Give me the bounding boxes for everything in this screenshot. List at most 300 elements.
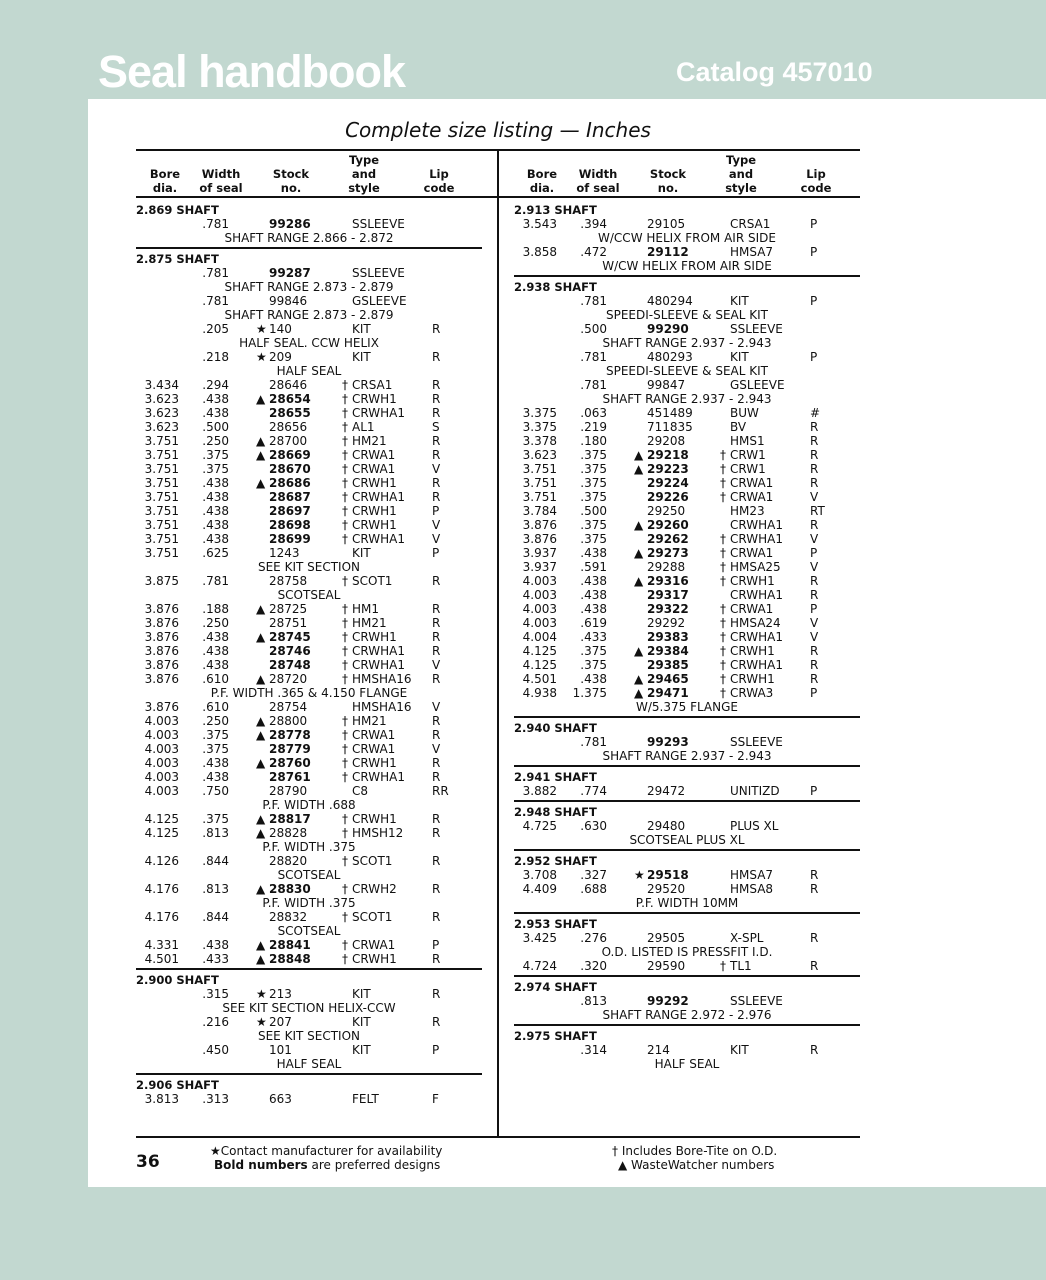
- table-row: [136, 826, 482, 840]
- bore-dia: 3.876: [144, 602, 179, 616]
- bore-dia: 3.751: [144, 476, 179, 490]
- dagger-icon: †: [342, 392, 348, 406]
- type-style: SCOT1: [352, 910, 393, 924]
- table-row: [514, 245, 860, 259]
- section-separator: [136, 1073, 482, 1075]
- lip-code: P: [432, 504, 440, 518]
- bore-dia: 3.751: [144, 448, 179, 462]
- bore-dia: 4.725: [522, 819, 557, 833]
- bore-dia: 4.003: [144, 784, 179, 798]
- table-row: [514, 819, 860, 833]
- row-note: P.F. WIDTH .365 & 4.150 FLANGE: [210, 686, 408, 700]
- type-style: CRWH1: [352, 952, 397, 966]
- table-row: [136, 630, 482, 644]
- seal-width: .781: [580, 350, 607, 364]
- seal-width: .375: [580, 518, 607, 532]
- stock-number: 29105: [647, 217, 686, 231]
- section-separator: [136, 247, 482, 249]
- shaft-heading: 2.906 SHAFT: [136, 1078, 219, 1092]
- lip-code: P: [810, 350, 818, 364]
- seal-width: .781: [202, 574, 229, 588]
- stock-number: 214: [647, 1043, 670, 1057]
- stock-number: 29224: [647, 476, 689, 490]
- table-row: [136, 616, 482, 630]
- seal-width: .375: [202, 812, 229, 826]
- table-row: [514, 588, 860, 602]
- lip-code: P: [810, 602, 818, 616]
- bore-dia: 3.876: [522, 518, 557, 532]
- row-note: SHAFT RANGE 2.937 - 2.943: [602, 749, 772, 763]
- bore-dia: 4.125: [522, 644, 557, 658]
- stock-number: 29250: [647, 504, 686, 518]
- wastewatcher-icon: ▲: [634, 574, 644, 588]
- lip-code: R: [432, 322, 441, 336]
- bore-dia: 3.623: [144, 420, 179, 434]
- star-icon: ★: [256, 322, 267, 336]
- stock-number: 28746: [269, 644, 311, 658]
- seal-width: .781: [580, 378, 607, 392]
- seal-width: .438: [202, 476, 229, 490]
- type-style: CRWA1: [352, 728, 396, 742]
- seal-width: .781: [580, 735, 607, 749]
- stock-number: 29273: [647, 546, 689, 560]
- star-icon: ★: [256, 1015, 267, 1029]
- lip-code: R: [432, 630, 441, 644]
- bore-dia: 4.125: [144, 826, 179, 840]
- stock-number: 29385: [647, 658, 689, 672]
- bore-dia: 3.751: [144, 532, 179, 546]
- stock-number: 28828: [269, 826, 308, 840]
- col-header-type: Type and style: [348, 153, 380, 195]
- stock-number: 28725: [269, 602, 308, 616]
- lip-code: V: [810, 490, 819, 504]
- shaft-heading: 2.974 SHAFT: [514, 980, 597, 994]
- row-note: SCOTSEAL PLUS XL: [629, 833, 745, 847]
- section-separator: [514, 975, 860, 977]
- table-row: [136, 322, 482, 336]
- seal-width: .781: [202, 266, 229, 280]
- stock-number: 140: [269, 322, 292, 336]
- dagger-icon: †: [342, 910, 348, 924]
- bore-dia: 4.724: [522, 959, 557, 973]
- shaft-heading: 2.952 SHAFT: [514, 854, 597, 868]
- seal-width: .438: [202, 392, 229, 406]
- lip-code: R: [432, 644, 441, 658]
- stock-number: 28698: [269, 518, 311, 532]
- bore-dia: 3.751: [522, 490, 557, 504]
- stock-number: 480294: [647, 294, 693, 308]
- type-style: CRWHA1: [730, 518, 783, 532]
- type-style: CRWA1: [730, 476, 774, 490]
- stock-number: 29383: [647, 630, 689, 644]
- table-row: [136, 938, 482, 952]
- lip-code: V: [432, 700, 441, 714]
- stock-number: 29480: [647, 819, 686, 833]
- dagger-icon: †: [342, 420, 348, 434]
- type-style: CRWA3: [730, 686, 774, 700]
- stock-number: 29590: [647, 959, 686, 973]
- dagger-icon: †: [342, 462, 348, 476]
- stock-number: 29465: [647, 672, 689, 686]
- seal-width: .844: [202, 854, 229, 868]
- type-style: HMSA8: [730, 882, 774, 896]
- wastewatcher-icon: ▲: [256, 630, 266, 644]
- type-style: CRWH1: [730, 672, 775, 686]
- wastewatcher-icon: ▲: [256, 434, 266, 448]
- seal-width: .375: [580, 532, 607, 546]
- lip-code: P: [810, 245, 818, 259]
- type-style: CRWHA1: [352, 658, 405, 672]
- seal-width: .180: [580, 434, 607, 448]
- type-style: CRWA1: [352, 938, 396, 952]
- seal-width: .394: [580, 217, 607, 231]
- seal-width: .375: [580, 644, 607, 658]
- type-style: HM21: [352, 714, 387, 728]
- type-style: CRWA1: [352, 448, 396, 462]
- row-note: SHAFT RANGE 2.866 - 2.872: [224, 231, 394, 245]
- table-row: [136, 294, 482, 308]
- seal-width: .438: [580, 602, 607, 616]
- stock-number: 28670: [269, 462, 311, 476]
- stock-number: 28748: [269, 658, 311, 672]
- footer-rule: [136, 1136, 860, 1138]
- seal-width: .438: [202, 504, 229, 518]
- lip-code: V: [432, 658, 441, 672]
- seal-width: .438: [202, 518, 229, 532]
- stock-number: 29472: [647, 784, 686, 798]
- bore-dia: 3.623: [522, 448, 557, 462]
- lip-code: R: [432, 616, 441, 630]
- seal-width: .375: [580, 448, 607, 462]
- lip-code: P: [810, 294, 818, 308]
- lip-code: #: [810, 406, 821, 420]
- table-row: [136, 700, 482, 714]
- lip-code: R: [432, 987, 441, 1001]
- star-icon: ★: [256, 350, 267, 364]
- table-row: [514, 322, 860, 336]
- bore-dia: 3.937: [522, 546, 557, 560]
- wastewatcher-icon: ▲: [634, 462, 644, 476]
- table-row: [514, 574, 860, 588]
- type-style: KIT: [730, 1043, 749, 1057]
- type-style: KIT: [352, 987, 371, 1001]
- type-style: CRWA1: [730, 546, 774, 560]
- type-style: KIT: [730, 294, 749, 308]
- stock-number: 28700: [269, 434, 308, 448]
- table-row: [514, 420, 860, 434]
- shaft-heading: 2.913 SHAFT: [514, 203, 597, 217]
- type-style: CRWHA1: [352, 644, 405, 658]
- type-style: KIT: [352, 1015, 371, 1029]
- lip-code: P: [432, 1043, 440, 1057]
- table-row: [514, 448, 860, 462]
- dagger-icon: †: [342, 630, 348, 644]
- type-style: UNITIZD: [730, 784, 780, 798]
- type-style: KIT: [352, 322, 371, 336]
- type-style: CRWH1: [352, 756, 397, 770]
- row-note: SHAFT RANGE 2.873 - 2.879: [224, 308, 394, 322]
- bore-dia: 4.331: [144, 938, 179, 952]
- bore-dia: 3.876: [144, 672, 179, 686]
- lip-code: R: [810, 420, 819, 434]
- seal-width: .438: [202, 630, 229, 644]
- stock-number: 29518: [647, 868, 689, 882]
- seal-width: .205: [202, 322, 229, 336]
- seal-width: .450: [202, 1043, 229, 1057]
- type-style: HM1: [352, 602, 380, 616]
- type-style: KIT: [352, 1043, 371, 1057]
- catalog-number: Catalog 457010: [676, 57, 873, 87]
- lip-code: R: [432, 602, 441, 616]
- lip-code: R: [432, 770, 441, 784]
- type-style: SSLEEVE: [352, 217, 405, 231]
- lip-code: V: [432, 532, 441, 546]
- lip-code: V: [810, 630, 819, 644]
- wastewatcher-icon: ▲: [634, 672, 644, 686]
- shaft-heading: 2.940 SHAFT: [514, 721, 597, 735]
- table-row: [514, 546, 860, 560]
- dagger-icon: †: [342, 854, 348, 868]
- seal-width: .314: [580, 1043, 607, 1057]
- stock-number: 29316: [647, 574, 689, 588]
- stock-number: 28697: [269, 504, 311, 518]
- seal-width: .750: [202, 784, 229, 798]
- lip-code: R: [810, 882, 819, 896]
- wastewatcher-icon: ▲: [256, 392, 266, 406]
- dagger-icon: †: [342, 518, 348, 532]
- seal-width: .375: [202, 742, 229, 756]
- type-style: CRWH1: [352, 518, 397, 532]
- table-row: [136, 658, 482, 672]
- row-note: SHAFT RANGE 2.937 - 2.943: [602, 336, 772, 350]
- table-row: [136, 644, 482, 658]
- bore-dia: 3.876: [144, 644, 179, 658]
- stock-number: 29384: [647, 644, 689, 658]
- row-note: HALF SEAL: [276, 1057, 342, 1071]
- dagger-icon: †: [720, 490, 726, 504]
- dagger-icon: †: [342, 882, 348, 896]
- row-note: SCOTSEAL: [277, 588, 341, 602]
- stock-number: 28646: [269, 378, 308, 392]
- table-row: [514, 959, 860, 973]
- row-note: P.F. WIDTH .375: [262, 840, 356, 854]
- dagger-icon: †: [342, 602, 348, 616]
- row-note: HALF SEAL: [276, 364, 342, 378]
- lip-code: R: [432, 882, 441, 896]
- table-row: [136, 742, 482, 756]
- page-title: Complete size listing — Inches: [345, 118, 651, 142]
- bore-dia: 3.375: [522, 420, 557, 434]
- wastewatcher-icon: ▲: [256, 728, 266, 742]
- lip-code: R: [810, 672, 819, 686]
- table-row: [136, 448, 482, 462]
- stock-number: 28656: [269, 420, 308, 434]
- stock-number: 28832: [269, 910, 308, 924]
- section-separator: [514, 275, 860, 277]
- type-style: SSLEEVE: [730, 994, 783, 1008]
- bore-dia: 3.858: [522, 245, 557, 259]
- wastewatcher-icon: ▲: [256, 448, 266, 462]
- dagger-icon: †: [342, 658, 348, 672]
- stock-number: 99293: [647, 735, 689, 749]
- bore-dia: 3.882: [522, 784, 557, 798]
- shaft-heading: 2.900 SHAFT: [136, 973, 219, 987]
- bore-dia: 3.876: [144, 616, 179, 630]
- dagger-icon: †: [342, 742, 348, 756]
- table-row: [514, 994, 860, 1008]
- lip-code: R: [432, 910, 441, 924]
- seal-width: .216: [202, 1015, 229, 1029]
- lip-code: R: [432, 714, 441, 728]
- type-style: CRWHA1: [730, 630, 783, 644]
- dagger-icon: †: [720, 532, 726, 546]
- seal-width: .438: [580, 546, 607, 560]
- bore-dia: 3.751: [144, 504, 179, 518]
- dagger-icon: †: [342, 504, 348, 518]
- wastewatcher-icon: ▲: [256, 476, 266, 490]
- type-style: CRWHA1: [352, 770, 405, 784]
- lip-code: V: [810, 532, 819, 546]
- section-separator: [514, 849, 860, 851]
- type-style: KIT: [730, 350, 749, 364]
- bore-dia: 4.003: [144, 756, 179, 770]
- table-row: [514, 518, 860, 532]
- type-style: AL1: [352, 420, 375, 434]
- stock-number: 29112: [647, 245, 689, 259]
- type-style: HMSA7: [730, 245, 774, 259]
- table-row: [514, 658, 860, 672]
- dagger-icon: †: [342, 532, 348, 546]
- type-style: CRWA1: [730, 602, 774, 616]
- section-separator: [514, 912, 860, 914]
- wastewatcher-icon: ▲: [256, 602, 266, 616]
- bore-dia: 3.375: [522, 406, 557, 420]
- dagger-icon: †: [342, 826, 348, 840]
- bore-dia: 3.751: [144, 518, 179, 532]
- stock-number: 29208: [647, 434, 686, 448]
- stock-number: 29505: [647, 931, 686, 945]
- row-note: W/5.375 FLANGE: [635, 700, 739, 714]
- table-row: [136, 602, 482, 616]
- stock-number: 29288: [647, 560, 686, 574]
- row-note: P.F. WIDTH .375: [262, 896, 356, 910]
- table-row: [136, 518, 482, 532]
- table-row: [136, 728, 482, 742]
- table-row: [514, 686, 860, 700]
- wastewatcher-icon: ▲: [634, 546, 644, 560]
- table-row: [514, 644, 860, 658]
- type-style: CRWH1: [352, 630, 397, 644]
- bore-dia: 4.125: [144, 812, 179, 826]
- row-note: SEE KIT SECTION: [257, 1029, 361, 1043]
- type-style: CRWA1: [352, 462, 396, 476]
- stock-number: 28745: [269, 630, 311, 644]
- col-header-lip-right: Lip code: [800, 167, 832, 195]
- stock-number: 28830: [269, 882, 311, 896]
- seal-width: .438: [202, 658, 229, 672]
- stock-number: 29226: [647, 490, 689, 504]
- bore-dia: 4.004: [522, 630, 557, 644]
- dagger-icon: †: [342, 770, 348, 784]
- table-row: [136, 574, 482, 588]
- lip-code: P: [810, 546, 818, 560]
- type-style: CRWH1: [352, 392, 397, 406]
- stock-number: 28790: [269, 784, 308, 798]
- bore-dia: 4.003: [522, 602, 557, 616]
- seal-width: .250: [202, 714, 229, 728]
- lip-code: R: [810, 434, 819, 448]
- type-style: PLUS XL: [730, 819, 779, 833]
- stock-number: 28779: [269, 742, 311, 756]
- col-header-width: Width of seal: [199, 167, 243, 195]
- stock-number: 480293: [647, 350, 693, 364]
- type-style: FELT: [352, 1092, 379, 1106]
- dagger-icon: †: [342, 574, 348, 588]
- type-style: CRWHA1: [352, 490, 405, 504]
- seal-width: .500: [202, 420, 229, 434]
- type-style: BUW: [730, 406, 759, 420]
- dagger-icon: †: [720, 686, 726, 700]
- stock-number: 99292: [647, 994, 689, 1008]
- dagger-icon: †: [342, 490, 348, 504]
- wastewatcher-icon: ▲: [256, 952, 266, 966]
- seal-width: .438: [202, 938, 229, 952]
- table-row: [514, 294, 860, 308]
- type-style: HMSHA16: [352, 700, 412, 714]
- lip-code: V: [810, 560, 819, 574]
- bore-dia: 4.409: [522, 882, 557, 896]
- bore-dia: 4.003: [144, 770, 179, 784]
- bore-dia: 4.003: [144, 728, 179, 742]
- table-row: [136, 812, 482, 826]
- section-separator: [514, 800, 860, 802]
- table-row: [136, 546, 482, 560]
- row-note: HALF SEAL: [654, 1057, 720, 1071]
- type-style: CRWH2: [352, 882, 397, 896]
- type-style: HM21: [352, 616, 387, 630]
- stock-number: 28686: [269, 476, 311, 490]
- bore-dia: 4.501: [144, 952, 179, 966]
- stock-number: 28778: [269, 728, 311, 742]
- row-note: P.F. WIDTH 10MM: [635, 896, 739, 910]
- stock-number: 99290: [647, 322, 689, 336]
- lip-code: S: [432, 420, 440, 434]
- table-row: [514, 602, 860, 616]
- seal-width: .438: [580, 588, 607, 602]
- table-row: [136, 490, 482, 504]
- seal-width: .625: [202, 546, 229, 560]
- lip-code: P: [810, 217, 818, 231]
- section-separator: [514, 765, 860, 767]
- seal-width: .688: [580, 882, 607, 896]
- lip-code: R: [432, 448, 441, 462]
- bore-dia: 4.126: [144, 854, 179, 868]
- lip-code: R: [432, 406, 441, 420]
- wastewatcher-icon: ▲: [634, 448, 644, 462]
- seal-width: .218: [202, 350, 229, 364]
- lip-code: F: [432, 1092, 439, 1106]
- type-style: C8: [352, 784, 369, 798]
- section-separator: [136, 968, 482, 970]
- stock-number: 28751: [269, 616, 308, 630]
- seal-width: .781: [580, 294, 607, 308]
- stock-number: 28758: [269, 574, 308, 588]
- dagger-icon: †: [720, 616, 726, 630]
- bore-dia: 4.176: [144, 910, 179, 924]
- seal-width: .433: [202, 952, 229, 966]
- lip-code: P: [432, 546, 440, 560]
- table-row: [136, 350, 482, 364]
